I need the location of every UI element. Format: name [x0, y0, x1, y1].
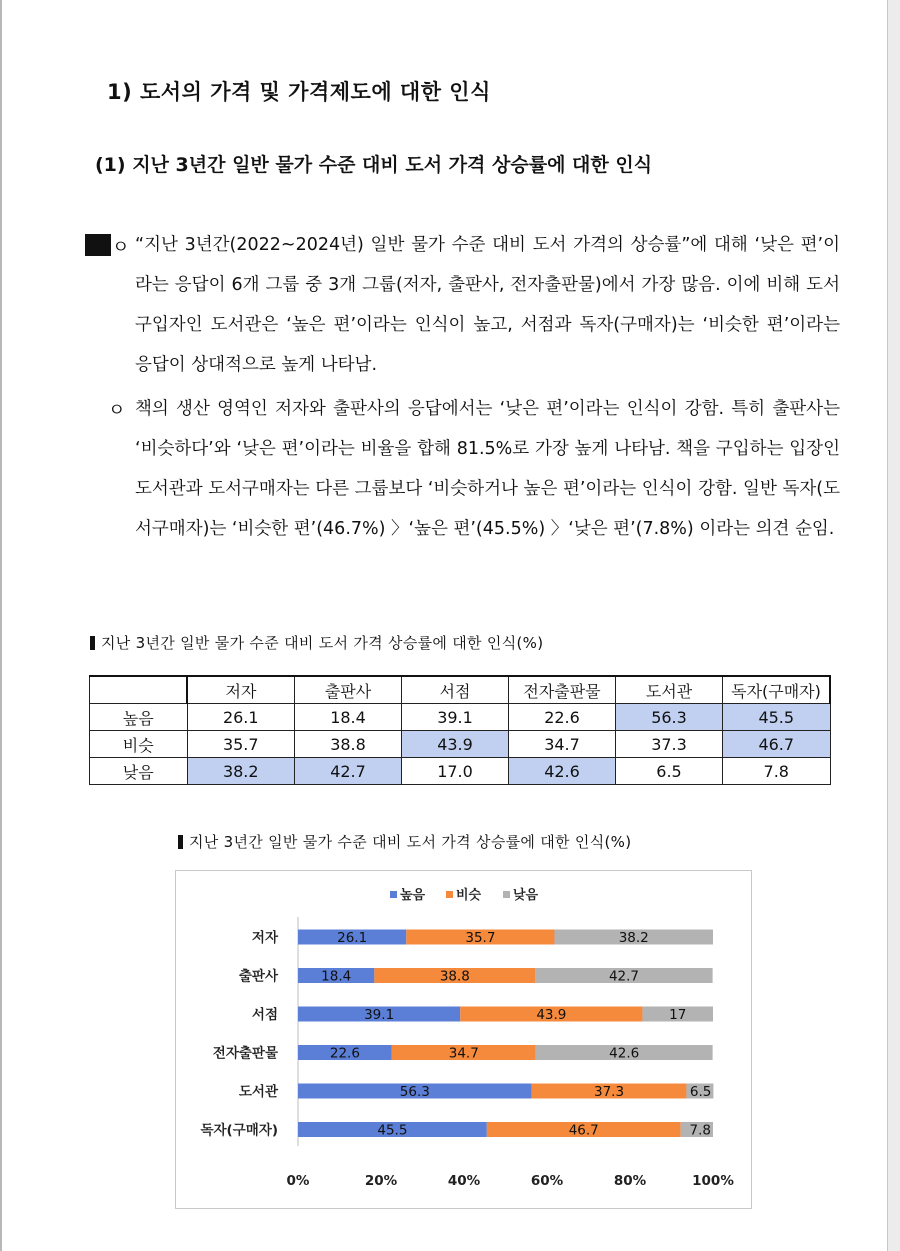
- data-label: 37.3: [594, 1084, 625, 1100]
- paragraph-1: “지난 3년간(2022~2024년) 일반 물가 수준 대비 도서 가격의 상승률”에 대해 ‘낮은 편’이라는 응답이 6개 그룹 중 3개 그룹(저자, 출판사, 전자출판물)에서 가장 많음. 이에 비해 도서 구입자인 도서관은 ‘높은 편’이라는 인식이 높고, 서점과 독자(구매자)는 ‘비슷한 편’이라는 응답이 상대적으로 높게 나타남.: [135, 235, 840, 375]
- data-label: 35.7: [465, 930, 496, 946]
- chart-caption: [178, 831, 631, 852]
- chart-canvas: [176, 871, 751, 1208]
- table-row: [90, 704, 831, 731]
- column-header: 저자: [187, 676, 295, 704]
- row-label: 높음: [90, 704, 188, 731]
- data-label: 26.1: [337, 930, 368, 946]
- category-label: 저자: [251, 930, 278, 946]
- category-label: 서점: [251, 1007, 278, 1023]
- legend-label: 높음: [400, 888, 426, 903]
- table-cell: 56.3: [616, 704, 723, 731]
- data-label: 18.4: [321, 968, 352, 985]
- data-label: 6.5: [689, 1084, 712, 1100]
- table-cell: 45.5: [723, 704, 831, 731]
- legend-label: 비슷: [456, 888, 482, 903]
- legend-swatch: [503, 891, 510, 898]
- column-header: 도서관: [616, 676, 723, 704]
- category-label: 전자출판물: [212, 1045, 278, 1062]
- data-label: 39.1: [364, 1007, 395, 1023]
- data-label: 34.7: [448, 1045, 479, 1062]
- table-row: [90, 758, 831, 785]
- category-label: 도서관: [238, 1084, 278, 1100]
- page-frame-left: [0, 0, 2, 1251]
- data-label: 38.2: [618, 930, 649, 946]
- data-label: 42.7: [608, 968, 640, 985]
- table-cell: 37.3: [616, 731, 723, 758]
- legend-swatch: [446, 891, 453, 898]
- data-label: 22.6: [329, 1045, 360, 1062]
- x-tick-label: 100%: [692, 1173, 734, 1189]
- stacked-bar-chart: [175, 870, 752, 1209]
- table-cell: 22.6: [509, 704, 616, 731]
- section-subtitle: (1) 지난 3년간 일반 물가 수준 대비 도서 가격 상승률에 대한 인식: [95, 154, 653, 176]
- table-cell: 34.7: [509, 731, 616, 758]
- table-header-row: [90, 676, 831, 704]
- table-cell: 6.5: [616, 758, 723, 785]
- data-label: 7.8: [689, 1122, 711, 1139]
- caption-square-icon: [90, 636, 95, 650]
- category-label: 독자(구매자): [200, 1122, 278, 1139]
- bullet-marker: ㅇ: [108, 400, 126, 421]
- column-header: 전자출판물: [509, 676, 616, 704]
- table-cell: 7.8: [723, 758, 831, 785]
- data-label: 45.5: [377, 1122, 408, 1139]
- data-label: 43.9: [536, 1007, 567, 1023]
- table-cell: 38.2: [187, 758, 295, 785]
- column-header: 서점: [402, 676, 509, 704]
- caption-square-icon: [178, 835, 183, 849]
- data-table: [89, 675, 831, 785]
- data-label: 46.7: [568, 1122, 599, 1139]
- x-tick-label: 20%: [364, 1173, 398, 1189]
- x-tick-label: 40%: [447, 1173, 481, 1189]
- table-cell: 26.1: [187, 704, 295, 731]
- column-header: 독자(구매자): [723, 676, 831, 704]
- x-tick-label: 0%: [286, 1173, 310, 1189]
- table-corner-cell: [90, 676, 188, 704]
- table-caption-text: 지난 3년간 일반 물가 수준 대비 도서 가격 상승률에 대한 인식(%): [101, 634, 544, 652]
- data-label: 17: [669, 1007, 687, 1023]
- scrollbar-track[interactable]: [888, 0, 900, 1251]
- redaction-mark: [85, 234, 111, 256]
- x-tick-label: 60%: [530, 1173, 564, 1189]
- table-cell: 17.0: [402, 758, 509, 785]
- legend-swatch: [390, 891, 397, 898]
- table-cell: 39.1: [402, 704, 509, 731]
- column-header: 출판사: [295, 676, 402, 704]
- table-cell: 38.8: [295, 731, 402, 758]
- chart-caption-text: 지난 3년간 일반 물가 수준 대비 도서 가격 상승률에 대한 인식(%): [189, 833, 632, 851]
- x-tick-label: 80%: [613, 1173, 647, 1189]
- row-label: 비슷: [90, 731, 188, 758]
- table-row: [90, 731, 831, 758]
- data-label: 42.6: [609, 1045, 640, 1062]
- table-cell: 42.7: [295, 758, 402, 785]
- table-cell: 35.7: [187, 731, 295, 758]
- table-cell: 42.6: [509, 758, 616, 785]
- table-cell: 46.7: [723, 731, 831, 758]
- table-cell: 18.4: [295, 704, 402, 731]
- row-label: 낮음: [90, 758, 188, 785]
- bullet-marker: ㅇ: [112, 237, 130, 258]
- category-label: 출판사: [238, 968, 278, 985]
- table-caption: [90, 632, 543, 653]
- table-cell: 43.9: [402, 731, 509, 758]
- section-title: 1) 도서의 가격 및 가격제도에 대한 인식: [107, 80, 491, 104]
- data-label: 56.3: [399, 1084, 430, 1100]
- paragraph-2: 책의 생산 영역인 저자와 출판사의 응답에서는 ‘낮은 편’이라는 인식이 강함. 특히 출판사는 ‘비슷하다’와 ‘낮은 편’이라는 비율을 합해 81.5%로 가장 높게 나타남. 책을 구입하는 입장인 도서관과 도서구매자는 다른 그룹보다 ‘비슷하거나 높은 편’이라는 인식이 강함. 일반 독자(도서구매자)는 ‘비슷한 편’(46.7%) 〉‘높은 편’(45.5%) 〉‘낮은 편’(7.8%) 이라는 의견 순임.: [135, 399, 840, 539]
- data-label: 38.8: [439, 968, 470, 985]
- legend-label: 낮음: [513, 888, 539, 903]
